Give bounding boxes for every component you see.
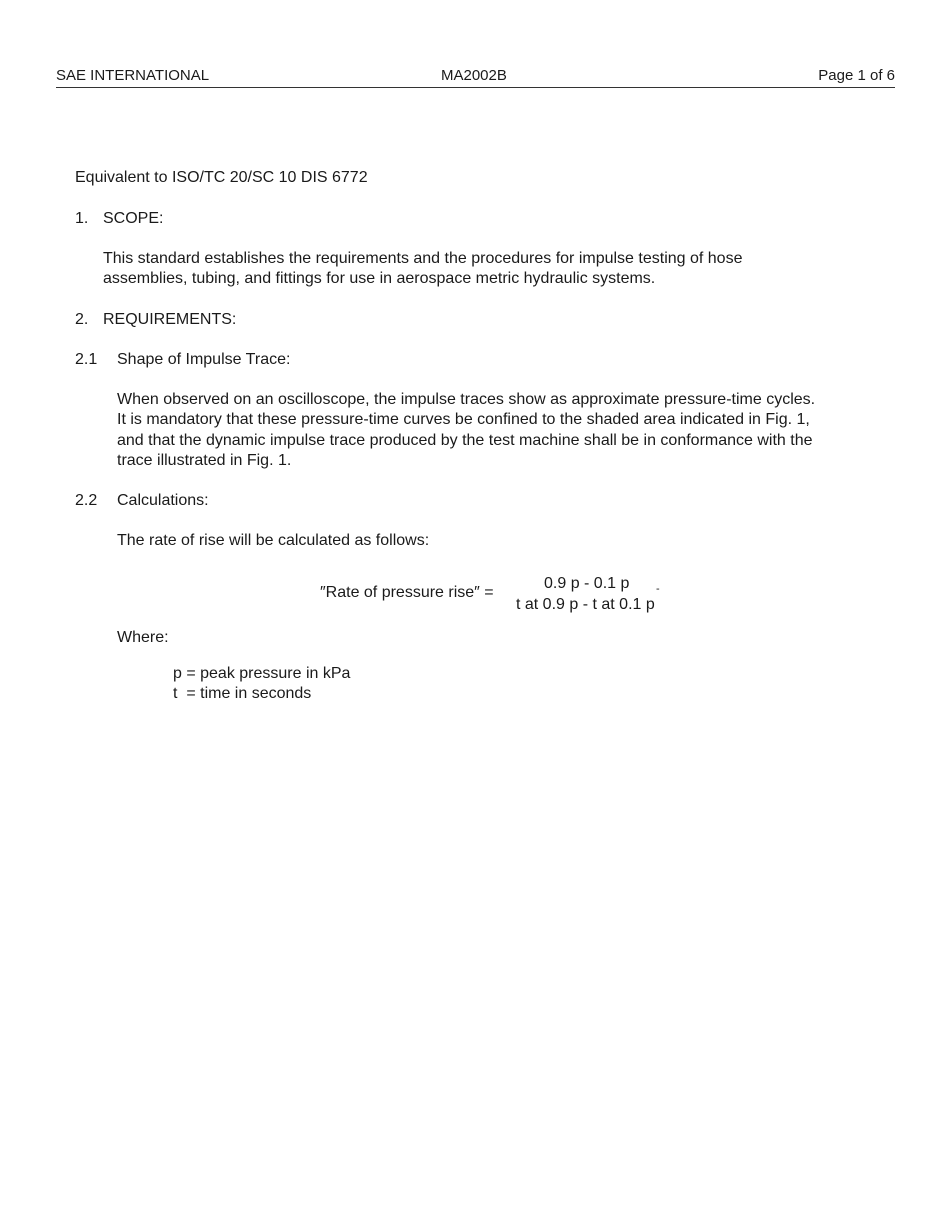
section-1-body-line-1: This standard establishes the requirements and the procedures for impulse testing of hose bbox=[103, 250, 743, 267]
section-1-title: SCOPE: bbox=[103, 210, 164, 227]
formula-lhs: ″Rate of pressure rise″ = bbox=[320, 584, 494, 601]
section-2-2-title: Calculations: bbox=[117, 492, 209, 509]
section-2-2-intro: The rate of rise will be calculated as follows: bbox=[117, 532, 430, 549]
section-1-number: 1. bbox=[75, 210, 89, 227]
section-2-2-number: 2.2 bbox=[75, 492, 98, 509]
definition-p: p = peak pressure in kPa bbox=[173, 665, 351, 682]
section-2-1-title: Shape of Impulse Trace: bbox=[117, 351, 291, 368]
section-2-1-body-line-3: and that the dynamic impulse trace produced by the test machine shall be in conformance with the bbox=[117, 432, 813, 449]
section-2-number: 2. bbox=[75, 311, 89, 328]
where-label: Where: bbox=[117, 629, 169, 646]
equivalence-note: Equivalent to ISO/TC 20/SC 10 DIS 6772 bbox=[75, 169, 368, 186]
definition-t: t = time in seconds bbox=[173, 685, 312, 702]
section-2-1-body-line-1: When observed on an oscilloscope, the impulse traces show as approximate pressure-time cycles. bbox=[117, 391, 816, 408]
section-2-1-body-line-2: It is mandatory that these pressure-time curves be confined to the shaded area indicated in Fig. 1, bbox=[117, 411, 810, 428]
header-doc-id: MA2002B bbox=[441, 67, 507, 84]
section-2-1-number: 2.1 bbox=[75, 351, 98, 368]
formula-denominator: t at 0.9 p - t at 0.1 p bbox=[516, 596, 655, 613]
formula-fraction-bar bbox=[516, 594, 664, 595]
section-2-1-body-line-4: trace illustrated in Fig. 1. bbox=[117, 452, 292, 469]
header-org: SAE INTERNATIONAL bbox=[56, 67, 210, 84]
section-2-title: REQUIREMENTS: bbox=[103, 311, 237, 328]
section-1-body-line-2: assemblies, tubing, and fittings for use in aerospace metric hydraulic systems. bbox=[103, 270, 656, 287]
page-header bbox=[56, 67, 895, 88]
formula-numerator: 0.9 p - 0.1 p bbox=[544, 575, 630, 592]
header-page-number: Page 1 of 6 bbox=[818, 67, 895, 84]
formula-trailing-mark: - bbox=[656, 583, 660, 595]
